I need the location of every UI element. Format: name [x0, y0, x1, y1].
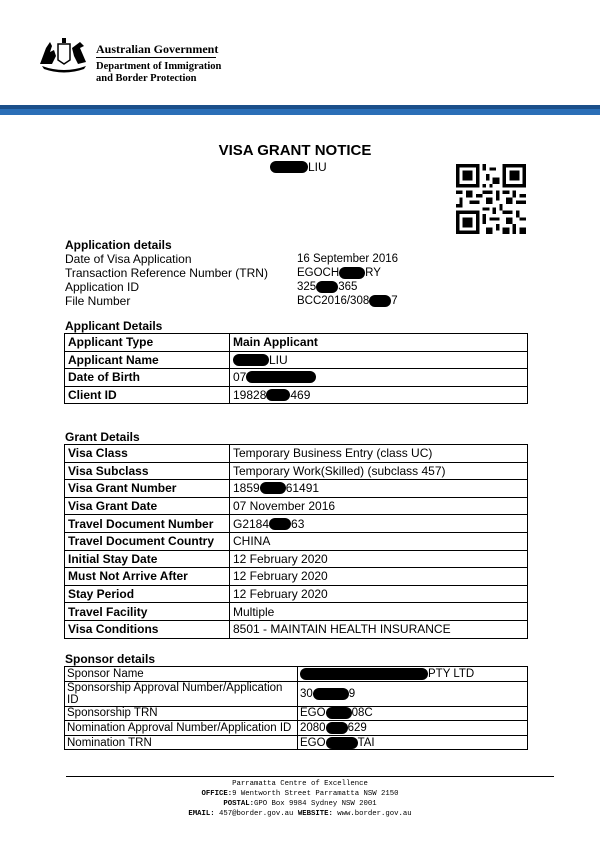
value-part: 469: [290, 388, 311, 403]
sponsor-details-heading: Sponsor details: [65, 652, 156, 666]
application-row: [65, 280, 398, 294]
table-cell-label: Date of Birth: [65, 369, 230, 387]
value-part: 325: [297, 281, 317, 293]
application-row: [65, 294, 398, 308]
value-part: RY: [365, 267, 381, 279]
value-part: G2184: [233, 516, 270, 531]
applicant-details-heading: Applicant Details: [65, 319, 163, 333]
table-cell-label: Travel Document Country: [65, 532, 230, 550]
redaction-mark: [326, 707, 352, 719]
value-part: 61491: [285, 481, 320, 496]
qr-code-icon: [456, 164, 526, 234]
table-row: [65, 735, 528, 750]
website-label: WEBSITE:: [297, 810, 333, 818]
redaction-mark: [260, 482, 286, 494]
application-label: File Number: [65, 294, 131, 308]
table-cell-label: Sponsor Name: [65, 667, 298, 682]
footer-divider: [66, 776, 554, 777]
table-row: [65, 585, 528, 603]
table-cell-label: Visa Grant Number: [65, 480, 230, 498]
value-part: LIU: [269, 352, 288, 367]
table-row: [65, 706, 528, 721]
department-line-1: Department of Immigration: [96, 61, 222, 72]
value-part: 08C: [351, 707, 373, 720]
table-cell-value: Main Applicant: [230, 334, 528, 352]
table-row: [65, 568, 528, 586]
table-cell-value: Multiple: [230, 603, 528, 621]
redaction-mark: [269, 518, 291, 530]
value-part: 2080: [300, 721, 326, 734]
table-cell-label: Sponsorship Approval Number/Application ID: [65, 681, 298, 706]
application-details-heading: Application details: [65, 238, 172, 252]
table-cell-value: CHINA: [230, 532, 528, 550]
table-row: [65, 334, 528, 352]
redaction-mark: [326, 722, 348, 734]
table-row: [65, 445, 528, 463]
value-part: 1859: [233, 481, 260, 496]
redaction-mark: [270, 161, 308, 173]
redaction-mark: [233, 354, 269, 366]
table-cell-value: [230, 351, 528, 369]
header-divider: [96, 57, 216, 58]
table-cell-label: Must Not Arrive After: [65, 568, 230, 586]
office-label: OFFICE:: [201, 790, 233, 798]
redaction-mark: [300, 668, 428, 680]
footer-office: [0, 789, 600, 799]
table-cell-value: [298, 721, 528, 736]
coat-of-arms-icon: [36, 34, 90, 74]
table-cell-value: [298, 681, 528, 706]
table-cell-value: [298, 667, 528, 682]
value-part: 365: [338, 281, 358, 293]
table-row: [65, 667, 528, 682]
redaction-mark: [313, 688, 349, 700]
value-part: 16 September 2016: [297, 253, 399, 265]
application-value: [297, 280, 357, 294]
footer-centre: Parramatta Centre of Excellence: [232, 780, 368, 788]
table-row: [65, 386, 528, 404]
table-row: [65, 351, 528, 369]
grant-table: [64, 444, 528, 639]
redaction-mark: [316, 281, 338, 293]
application-row: [65, 266, 398, 280]
table-cell-value: 07 November 2016: [230, 497, 528, 515]
table-cell-label: Travel Document Number: [65, 515, 230, 533]
application-label: Transaction Reference Number (TRN): [65, 266, 268, 280]
table-cell-value: [298, 706, 528, 721]
table-cell-value: 12 February 2020: [230, 550, 528, 568]
government-title: Australian Government: [96, 42, 219, 56]
table-cell-label: Nomination TRN: [65, 735, 298, 750]
table-cell-label: Visa Class: [65, 445, 230, 463]
value-part: 19828: [233, 388, 267, 403]
value-part: 7: [391, 295, 398, 307]
application-value: [297, 252, 398, 266]
table-cell-value: [298, 735, 528, 750]
application-details: [65, 252, 398, 308]
value-part: 629: [347, 721, 367, 734]
table-row: [65, 369, 528, 387]
value-part: EGO: [300, 736, 326, 749]
table-cell-value: [230, 386, 528, 404]
postal-address: GPO Box 9984 Sydney NSW 2001: [254, 800, 377, 808]
table-cell-value: [230, 480, 528, 498]
table-cell-value: [230, 515, 528, 533]
application-label: Date of Visa Application: [65, 252, 192, 266]
website-link[interactable]: www.border.gov.au: [332, 810, 412, 818]
table-cell-label: Initial Stay Date: [65, 550, 230, 568]
redaction-mark: [266, 389, 290, 401]
application-label: Application ID: [65, 280, 140, 294]
table-row: [65, 480, 528, 498]
value-part: PTY LTD: [428, 667, 475, 680]
table-cell-label: Nomination Approval Number/Application ID: [65, 721, 298, 736]
table-cell-value: Temporary Work(Skilled) (subclass 457): [230, 462, 528, 480]
table-cell-label: Visa Conditions: [65, 620, 230, 638]
table-row: [65, 681, 528, 706]
value-part: 07: [233, 370, 247, 385]
application-value: [297, 294, 398, 308]
table-cell-value: 8501 - MAINTAIN HEALTH INSURANCE: [230, 620, 528, 638]
footer-postal: [0, 799, 600, 809]
table-row: [65, 497, 528, 515]
value-part: TAI: [357, 736, 375, 749]
table-cell-value: Temporary Business Entry (class UC): [230, 445, 528, 463]
table-cell-label: Travel Facility: [65, 603, 230, 621]
table-cell-label: Client ID: [65, 386, 230, 404]
table-cell-label: Sponsorship TRN: [65, 706, 298, 721]
value-part: EGO: [300, 707, 326, 720]
redaction-mark: [246, 371, 316, 383]
table-row: [65, 721, 528, 736]
table-cell-value: 12 February 2020: [230, 568, 528, 586]
table-row: [65, 550, 528, 568]
department-line-2: and Border Protection: [96, 73, 197, 84]
table-cell-label: Visa Grant Date: [65, 497, 230, 515]
header-band-light: [0, 109, 600, 115]
table-row: [65, 620, 528, 638]
table-cell-value: 12 February 2020: [230, 585, 528, 603]
holder-name: [270, 160, 327, 174]
table-row: [65, 515, 528, 533]
office-address: 9 Wentworth Street Parramatta NSW 2150: [232, 790, 399, 798]
postal-label: POSTAL:: [223, 800, 255, 808]
table-cell-label: Visa Subclass: [65, 462, 230, 480]
holder-surname: LIU: [308, 160, 327, 174]
footer-contact: [0, 809, 600, 819]
value-part: 30: [300, 687, 313, 700]
redaction-mark: [339, 267, 365, 279]
email-link[interactable]: 457@border.gov.au: [214, 810, 298, 818]
table-cell-label: Stay Period: [65, 585, 230, 603]
sponsor-table: [64, 666, 528, 750]
application-row: [65, 252, 398, 266]
table-row: [65, 462, 528, 480]
value-part: BCC2016/308: [297, 295, 370, 307]
notice-title: VISA GRANT NOTICE: [218, 142, 372, 159]
table-row: [65, 532, 528, 550]
table-cell-label: Applicant Name: [65, 351, 230, 369]
department-name: [96, 61, 221, 85]
applicant-table: [64, 333, 528, 404]
grant-details-heading: Grant Details: [65, 430, 140, 444]
redaction-mark: [326, 737, 358, 749]
value-part: EGOCH: [297, 267, 340, 279]
email-label: EMAIL:: [188, 810, 215, 818]
table-row: [65, 603, 528, 621]
value-part: 63: [291, 516, 305, 531]
application-value: [297, 266, 381, 280]
value-part: 9: [348, 687, 356, 700]
redaction-mark: [369, 295, 391, 307]
table-cell-label: Applicant Type: [65, 334, 230, 352]
table-cell-value: [230, 369, 528, 387]
